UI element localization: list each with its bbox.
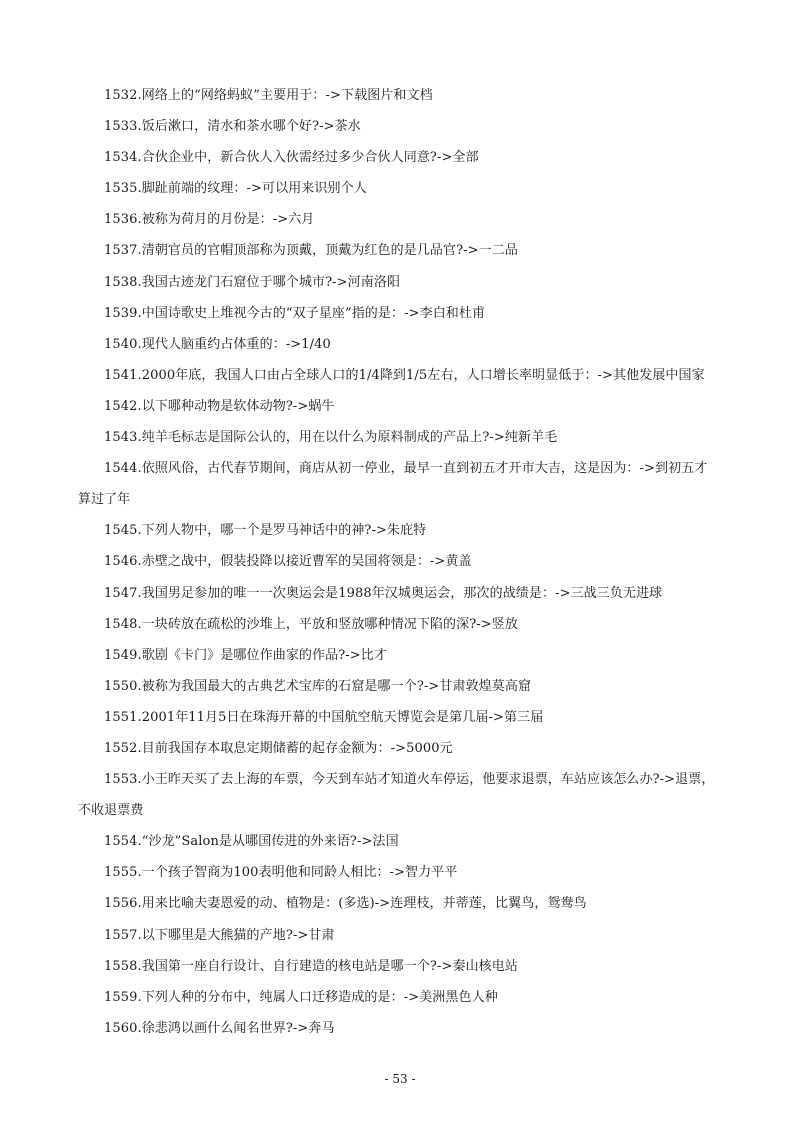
qa-item-1548: 1548.一块砖放在疏松的沙堆上，平放和竖放哪种情况下陷的深?->竖放	[104, 616, 518, 632]
qa-item-1556: 1556.用来比喻夫妻恩爱的动、植物是：(多选)->连理枝，并蒂莲，比翼鸟，鸳鸯鸟	[104, 896, 587, 912]
qa-item-1545: 1545.下列人物中，哪一个是罗马神话中的神?->朱庇特	[104, 523, 427, 539]
qa-item-1541: 1541.2000年底，我国人口由占全球人口的1/4降到1/5左右，人口增长率明显低于：->其他发展中国家	[104, 367, 705, 383]
qa-item-1542: 1542.以下哪种动物是软体动物?->蜗牛	[104, 398, 335, 414]
qa-item-1533: 1533.饭后漱口，清水和茶水哪个好?->茶水	[104, 119, 361, 135]
qa-item-1557: 1557.以下哪里是大熊猫的产地?->甘肃	[104, 927, 335, 943]
qa-item-1539: 1539.中国诗歌史上堆视今古的“双子星座”指的是：->李白和杜甫	[104, 305, 486, 321]
qa-item-1537: 1537.清朝官员的官帽顶部称为顶戴，顶戴为红色的是几品官?->一二品	[104, 243, 518, 259]
qa-item-1558: 1558.我国第一座自行设计、自行建造的核电站是哪一个?->秦山核电站	[104, 958, 518, 974]
qa-item-1536: 1536.被称为荷月的月份是：->六月	[104, 212, 315, 228]
qa-item-1546: 1546.赤壁之战中，假装投降以接近曹军的吴国将领是：->黄盖	[104, 554, 472, 570]
qa-item-1534: 1534.合伙企业中，新合伙人入伙需经过多少合伙人同意?->全部	[104, 150, 479, 166]
qa-list	[78, 80, 718, 1044]
qa-item-1554: 1554.“沙龙”Salon是从哪国传进的外来语?->法国	[104, 834, 399, 850]
qa-item-1551: 1551.2001年11月5日在珠海开幕的中国航空航天博览会是第几届->第三届	[104, 709, 544, 725]
qa-item-1550: 1550.被称为我国最大的古典艺术宝库的石窟是哪一个?->甘肃敦煌莫高窟	[104, 678, 532, 694]
qa-item-1559: 1559.下列人种的分布中，纯属人口迁移造成的是：->美洲黑色人种	[104, 989, 498, 1005]
qa-item-1549: 1549.歌剧《卡门》是哪位作曲家的作品?->比才	[104, 647, 387, 663]
qa-item-1532: 1532.网络上的“网络蚂蚁”主要用于：->下载图片和文档	[104, 88, 433, 103]
qa-item-1555: 1555.一个孩子智商为100表明他和同龄人相比：->智力平平	[104, 865, 458, 881]
qa-item-1547: 1547.我国男足参加的唯一一次奥运会是1988年汉城奥运会，那次的战绩是：->三战三负无进球	[104, 585, 663, 601]
page-number: - 53 -	[384, 1072, 416, 1086]
qa-item-1560: 1560.徐悲鸿以画什么闻名世界?->奔马	[104, 1020, 335, 1036]
qa-item-1543: 1543.纯羊毛标志是国际公认的，用在以什么为原料制成的产品上?->纯新羊毛	[104, 430, 558, 446]
qa-item-1538: 1538.我国古迹龙门石窟位于哪个城市?->河南洛阳	[104, 274, 401, 290]
qa-item-1544: 1544.依照风俗，古代春节期间，商店从初一停业，最早一直到初五才开市大吉，这是因为：->到初五才算过了年	[78, 461, 708, 508]
qa-item-1553: 1553.小王昨天买了去上海的车票，今天到车站才知道火车停运，他要求退票，车站应该怎么办?->退票，不收退票费	[78, 772, 715, 819]
qa-item-1535: 1535.脚趾前端的纹理：->可以用来识别个人	[104, 181, 367, 197]
qa-item-1540: 1540.现代人脑重约占体重的：->1/40	[104, 336, 331, 352]
qa-item-1552: 1552.目前我国存本取息定期储蓄的起存金额为：->5000元	[104, 740, 453, 756]
